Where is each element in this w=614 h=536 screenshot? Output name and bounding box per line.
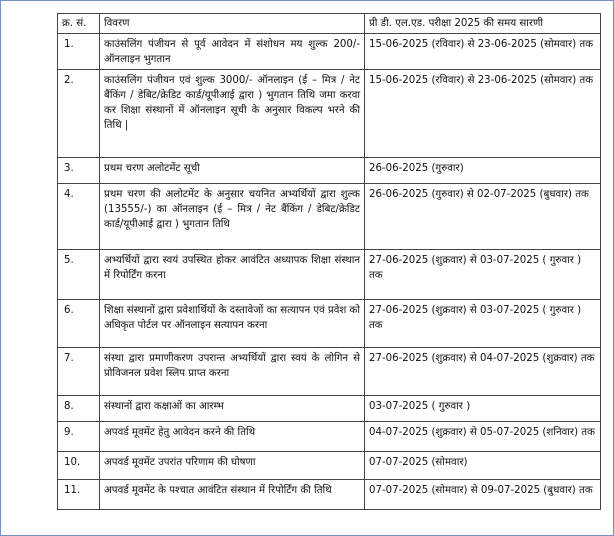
row-date: 27-06-2025 (शुक्रवार) से 03-07-2025 ( गुरुवार ) तक	[365, 250, 601, 300]
row-date: 26-06-2025 (गुरुवार) से 02-07-2025 (बुधवार) तक	[365, 184, 601, 250]
row-number: 4.	[58, 184, 100, 250]
header-description: विवरण	[100, 14, 365, 34]
row-date: 27-06-2025 (शुक्रवार) से 04-07-2025 (शुक्रवार) तक	[365, 348, 601, 396]
row-description: शिक्षा संस्थानों द्वारा प्रवेशार्थियों के दस्तावेजों का सत्यापन एवं प्रवेश को अधिकृत पोर्टल पर ऑनलाइन सत्यापन करना	[100, 300, 365, 348]
row-date: 04-07-2025 (शुक्रवार) से 05-07-2025 (शनिवार) तक	[365, 422, 601, 452]
row-description: अपवर्ड मूवमेंट हेतु आवेदन करने की तिथि	[100, 422, 365, 452]
row-date: 07-07-2025 (सोमवार)	[365, 452, 601, 480]
table-row	[58, 348, 601, 396]
row-date: 15-06-2025 (रविवार) से 23-06-2025 (सोमवार) तक	[365, 34, 601, 70]
table-row	[58, 250, 601, 300]
row-date: 26-06-2025 (गुरुवार)	[365, 158, 601, 184]
row-number: 9.	[58, 422, 100, 452]
header-row	[58, 14, 601, 34]
table-row	[58, 34, 601, 70]
row-description: संस्था द्वारा प्रमाणीकरण उपरान्त अभ्यर्थियों द्वारा स्वयं के लोगिन से प्रोविजनल प्रवेश स्लिप प्राप्त करना	[100, 348, 365, 396]
table-row	[58, 422, 601, 452]
row-description: अभ्यर्थियों द्वारा स्वयं उपस्थित होकर आवंटित अध्यापक शिक्षा संस्थान में रिपोर्टिंग करना	[100, 250, 365, 300]
row-date: 15-06-2025 (रविवार) से 23-06-2025 (सोमवार) तक	[365, 70, 601, 158]
row-date: 03-07-2025 ( गुरुवार )	[365, 396, 601, 422]
row-description: संस्थानों द्वारा कक्षाओं का आरम्भ	[100, 396, 365, 422]
row-number: 6.	[58, 300, 100, 348]
row-number: 10.	[58, 452, 100, 480]
row-number: 8.	[58, 396, 100, 422]
row-number: 11.	[58, 480, 100, 510]
header-schedule: प्री डी. एल.एड. परीक्षा 2025 की समय सारणी	[365, 14, 601, 34]
table-row	[58, 70, 601, 158]
row-number: 3.	[58, 158, 100, 184]
table-row	[58, 452, 601, 480]
schedule-table	[57, 13, 601, 510]
row-number: 2.	[58, 70, 100, 158]
row-description: प्रथम चरण की अलोटमेंट के अनुसार चयनित अभ्यर्थियों द्वारा शुल्क (13555/-) का ऑनलाइन (ई – मित्र / नेट बैंकिंग / डेबिट/क्रेडिट कार्ड/यूपीआई द्वारा ) भुगतान तिथि	[100, 184, 365, 250]
row-description: काउंसलिंग पंजीयन एवं शुल्क 3000/- ऑनलाइन (ई – मित्र / नेट बैंकिंग / डेबिट/क्रेडिट कार्ड/यूपीआई द्वारा ) भुगतान तिथि जमा करवा कर शिक्षा संस्थानों में ऑनलाइन सूची के अनुसार विकल्प भरने की तिथि |	[100, 70, 365, 158]
row-number: 1.	[58, 34, 100, 70]
row-number: 5.	[58, 250, 100, 300]
table-row	[58, 158, 601, 184]
row-description: अपवर्ड मूवमेंट के पश्चात आवंटित संस्थान में रिपोर्टिंग की तिथि	[100, 480, 365, 510]
row-description: काउंसलिंग पंजीयन से पूर्व आवेदन में संशोधन मय शुल्क 200/- ऑनलाइन भुगतान	[100, 34, 365, 70]
table-row	[58, 480, 601, 510]
header-serial: क्र. सं.	[58, 14, 100, 34]
table-row	[58, 396, 601, 422]
table-row	[58, 300, 601, 348]
row-description: प्रथम चरण अलोटमेंट सूची	[100, 158, 365, 184]
row-date: 07-07-2025 (सोमवार) से 09-07-2025 (बुधवार) तक	[365, 480, 601, 510]
table-row	[58, 184, 601, 250]
row-number: 7.	[58, 348, 100, 396]
row-date: 27-06-2025 (शुक्रवार) से 03-07-2025 ( गुरुवार ) तक	[365, 300, 601, 348]
row-description: अपवर्ड मूवमेंट उपरांत परिणाम की घोषणा	[100, 452, 365, 480]
